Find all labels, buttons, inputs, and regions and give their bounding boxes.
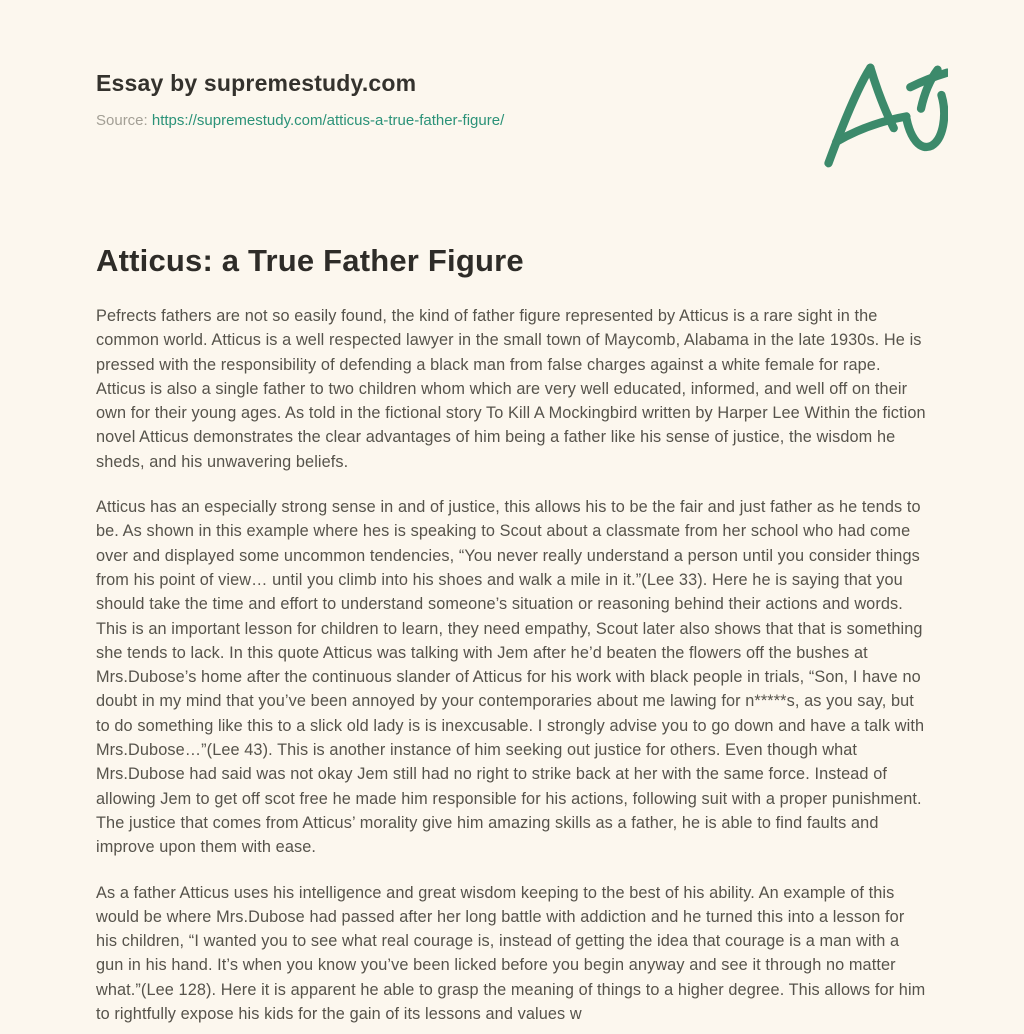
essay-body [96,304,929,1026]
essay-title: Atticus: a True Father Figure [96,243,524,278]
source-link[interactable]: https://supremestudy.com/atticus-a-true-father-figure/ [151,112,505,129]
page-header-title: Essay by supremestudy.com [96,70,417,96]
source-label: Source: [96,112,148,129]
source-line [96,112,929,129]
essay-paragraph: Atticus has an especially strong sense in and of justice, this allows his to be the fair and just father as he tends to be. As shown in this example where hes is speaking to Scout about a classmate from her school who had come over and displayed some uncommon tendencies, “You never really understand a person until you consider things from his point of view… until you climb into his shoes and walk a mile in it.”(Lee 33). Here he is saying that you should take the time and effort to understand someone’s situation or reasoning behind their actions and words. This is an important lesson for children to learn, they need empathy, Scout later also shows that that is something she tends to lack. In this quote Atticus was talking with Jem after he’d beaten the flowers off the bushes at Mrs.Dubose’s home after the continuous slander of Atticus for his work with black people in trials, “Son, I have no doubt in my mind that you’ve been annoyed by your contemporaries about me lawing for n*****s, as you say, but to do something like this to a slick old lady is is inexcusable. I strongly advise you to go down and have a talk with Mrs.Dubose…”(Lee 43). This is another instance of him seeking out justice for others. Even though what Mrs.Dubose had said was not okay Jem still had no right to strike back at her with the same force. Instead of allowing Jem to get off scot free he made him responsible for his actions, following suit with a proper punishment. The justice that comes from Atticus’ morality give him amazing skills as a father, he is able to find faults and improve upon them with ease. [96,498,925,857]
essay-paragraph: As a father Atticus uses his intelligence and great wisdom keeping to the best of his ability. An example of this would be where Mrs.Dubose had passed after her long battle with addiction and he turned this into a lesson for his children, “I wanted you to see what real courage is, instead of getting the idea that courage is a man with a gun in his hand. It’s when you know you’ve been licked before you begin anyway and see it through no matter what.”(Lee 128). Here it is apparent he able to grasp the meaning of things to a higher degree. This allows for him to rightfully expose his kids for the gain of its lessons and values w [96,883,926,1024]
essay-paragraph: Pefrects fathers are not so easily found, the kind of father figure represented by Atticus is a rare sight in the common world. Atticus is a well respected lawyer in the small town of Maycomb, Alabama in the late 1930s. He is pressed with the responsibility of defending a black man from false charges against a white female for rape. Atticus is also a single father to two children whom which are very well educated, informed, and well off on their own for their young ages. As told in the fictional story To Kill A Mockingbird written by Harper Lee Within the fiction novel Atticus demonstrates the clear advantages of him being a father like his sense of justice, the wisdom he sheds, and his unwavering beliefs. [96,307,926,471]
supremestudy-a-plus-logo-icon [820,58,948,170]
